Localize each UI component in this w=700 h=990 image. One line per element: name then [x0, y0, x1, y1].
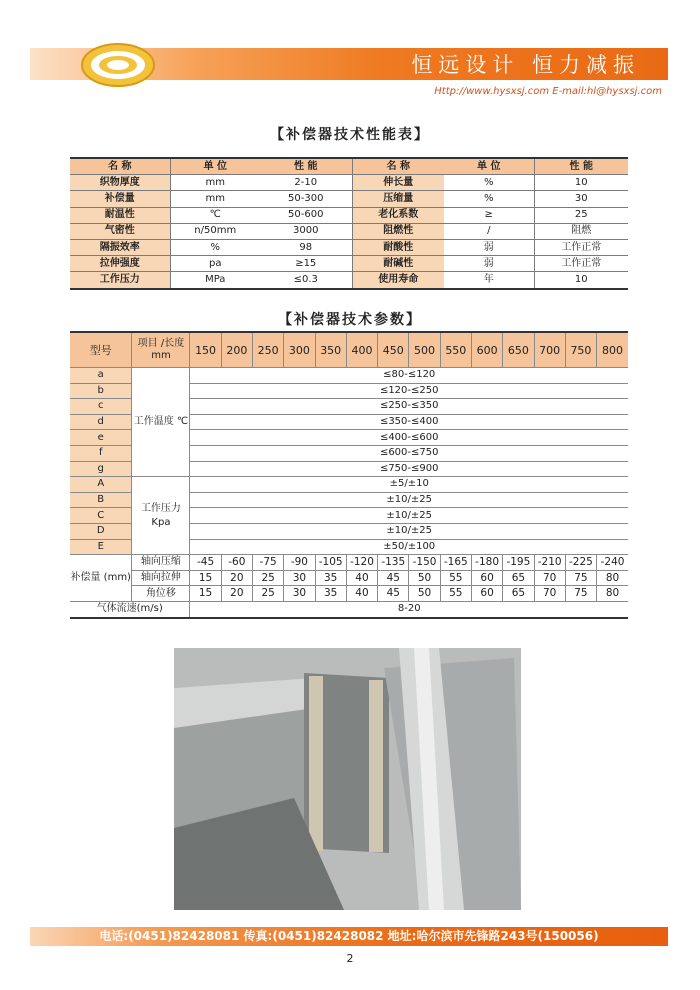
compensation-value: 65	[503, 586, 534, 602]
length-header: 600	[471, 332, 502, 368]
pressure-row	[70, 477, 628, 493]
model-cell: A	[70, 477, 132, 493]
compensation-value: 30	[284, 570, 315, 586]
length-header: 200	[221, 332, 252, 368]
perf-header-cell: 性 能	[534, 158, 628, 175]
perf-row	[70, 256, 628, 272]
compensation-value: 55	[440, 570, 471, 586]
length-header: 300	[284, 332, 315, 368]
compensation-value: -135	[378, 555, 409, 571]
perf-value-cell: ≥15	[260, 256, 352, 272]
length-header: 350	[315, 332, 346, 368]
perf-value-cell: %	[170, 239, 260, 255]
compensation-value: -105	[315, 555, 346, 571]
perf-value-cell: 阻燃	[534, 223, 628, 239]
perf-label-cell: 耐温性	[70, 207, 170, 223]
compensation-value: 20	[221, 570, 252, 586]
temp-value: ≤750-≤900	[190, 461, 628, 477]
compensation-row	[70, 555, 628, 571]
compensation-value: 45	[378, 586, 409, 602]
length-header: 650	[503, 332, 534, 368]
compensation-row	[70, 586, 628, 602]
flow-value: 8-20	[190, 601, 628, 617]
perf-value-cell: 工作正常	[534, 239, 628, 255]
length-header: 150	[190, 332, 221, 368]
length-header: 500	[409, 332, 440, 368]
perf-value-cell: 10	[534, 175, 628, 191]
compensation-value: 50	[409, 586, 440, 602]
param-table	[70, 331, 628, 619]
compensation-value: -60	[221, 555, 252, 571]
model-cell: f	[70, 445, 132, 461]
perf-header-row	[70, 158, 628, 175]
compensation-row	[70, 570, 628, 586]
perf-value-cell: ≤0.3	[260, 272, 352, 289]
param-table-title: 【补偿器技术参数】	[278, 312, 422, 328]
perf-header-cell: 单 位	[444, 158, 534, 175]
temp-value: ≤350-≤400	[190, 414, 628, 430]
header-contact: Http://www.hysxsj.com E-mail:hl@hysxsj.com	[434, 86, 662, 97]
perf-label-cell: 阻燃性	[352, 223, 444, 239]
model-cell: e	[70, 430, 132, 446]
compensation-value: -45	[190, 555, 221, 571]
perf-value-cell: 30	[534, 191, 628, 207]
compensation-value: 35	[315, 570, 346, 586]
perf-header-cell: 名 称	[70, 158, 170, 175]
pressure-value: ±10/±25	[190, 508, 628, 524]
flow-label: 气体流速(m/s)	[70, 601, 190, 617]
compensation-value: 60	[471, 570, 502, 586]
temp-label: 工作温度 ℃	[132, 368, 190, 477]
perf-value-cell: 25	[534, 207, 628, 223]
perf-label-cell: 使用寿命	[352, 272, 444, 289]
length-header: 800	[597, 332, 628, 368]
compensation-value: 50	[409, 570, 440, 586]
perf-row	[70, 207, 628, 223]
pressure-value: ±5/±10	[190, 477, 628, 493]
length-header: 550	[440, 332, 471, 368]
perf-value-cell: 弱	[444, 239, 534, 255]
perf-row	[70, 175, 628, 191]
compensation-value: 65	[503, 570, 534, 586]
compensation-value: -210	[534, 555, 565, 571]
compensation-type: 角位移	[132, 586, 190, 602]
compensation-value: 25	[252, 586, 283, 602]
compensation-value: 75	[565, 586, 596, 602]
compensation-value: -150	[409, 555, 440, 571]
perf-label-cell: 伸长量	[352, 175, 444, 191]
model-cell: C	[70, 508, 132, 524]
compensation-value: 45	[378, 570, 409, 586]
length-header: 700	[534, 332, 565, 368]
compensation-value: -90	[284, 555, 315, 571]
compensation-value: 40	[346, 586, 377, 602]
compensation-value: 15	[190, 570, 221, 586]
perf-value-cell: ≥	[444, 207, 534, 223]
perf-label-cell: 老化系数	[352, 207, 444, 223]
footer-bar: 电话:(0451)82428081 传真:(0451)82428082 地址:哈尔滨市先锋路243号(150056)	[30, 927, 668, 946]
compensation-value: -165	[440, 555, 471, 571]
perf-value-cell: 3000	[260, 223, 352, 239]
perf-label-cell: 补偿量	[70, 191, 170, 207]
perf-table	[70, 157, 628, 290]
perf-value-cell: 2-10	[260, 175, 352, 191]
model-header: 型号	[70, 332, 132, 368]
perf-row	[70, 239, 628, 255]
perf-value-cell: 98	[260, 239, 352, 255]
compensation-value: 70	[534, 570, 565, 586]
length-header: 450	[378, 332, 409, 368]
temp-value: ≤400-≤600	[190, 430, 628, 446]
compensation-value: 80	[597, 586, 628, 602]
model-cell: D	[70, 523, 132, 539]
temp-value: ≤80-≤120	[190, 368, 628, 384]
temp-value: ≤120-≤250	[190, 383, 628, 399]
model-cell: a	[70, 368, 132, 384]
perf-label-cell: 拉伸强度	[70, 256, 170, 272]
length-header: 750	[565, 332, 596, 368]
perf-header-cell: 名 称	[352, 158, 444, 175]
compensation-value: 60	[471, 586, 502, 602]
temp-row	[70, 368, 628, 384]
perf-table-title: 【补偿器技术性能表】	[270, 127, 430, 143]
page-number: 2	[346, 952, 354, 965]
perf-value-cell: 弱	[444, 256, 534, 272]
compensation-value: 30	[284, 586, 315, 602]
pressure-value: ±10/±25	[190, 523, 628, 539]
compensation-value: 75	[565, 570, 596, 586]
pressure-label: 工作压力 Kpa	[132, 477, 190, 555]
perf-value-cell: %	[444, 191, 534, 207]
perf-value-cell: n/50mm	[170, 223, 260, 239]
flow-row	[70, 601, 628, 617]
perf-value-cell: 10	[534, 272, 628, 289]
perf-value-cell: /	[444, 223, 534, 239]
perf-label-cell: 耐碱性	[352, 256, 444, 272]
compensation-value: 15	[190, 586, 221, 602]
perf-row	[70, 272, 628, 289]
model-cell: E	[70, 539, 132, 555]
perf-header-cell: 性 能	[260, 158, 352, 175]
product-photo	[174, 648, 521, 910]
compensation-label: 补偿量 (mm)	[70, 555, 132, 602]
compensation-value: 55	[440, 586, 471, 602]
compensation-value: 35	[315, 586, 346, 602]
perf-value-cell: mm	[170, 191, 260, 207]
perf-value-cell: MPa	[170, 272, 260, 289]
perf-value-cell: pa	[170, 256, 260, 272]
compensation-value: 25	[252, 570, 283, 586]
compensation-value: -240	[597, 555, 628, 571]
perf-header-cell: 单 位	[170, 158, 260, 175]
compensation-type: 轴向压缩	[132, 555, 190, 571]
item-header: 项目 /长度mm	[132, 332, 190, 368]
perf-label-cell: 隔振效率	[70, 239, 170, 255]
model-cell: b	[70, 383, 132, 399]
perf-value-cell: 年	[483, 273, 494, 285]
perf-label-cell: 压缩量	[352, 191, 444, 207]
model-cell: c	[70, 399, 132, 415]
perf-row	[70, 191, 628, 207]
perf-value-cell: mm	[170, 175, 260, 191]
perf-value-cell: 50-300	[260, 191, 352, 207]
company-logo	[80, 42, 156, 88]
compensation-type: 轴向拉伸	[132, 570, 190, 586]
param-header-row	[70, 332, 628, 368]
compensation-value: -195	[503, 555, 534, 571]
compensation-value: 70	[534, 586, 565, 602]
compensation-value: 20	[221, 586, 252, 602]
model-cell: g	[70, 461, 132, 477]
perf-row	[70, 223, 628, 239]
compensation-value: -225	[565, 555, 596, 571]
pressure-value: ±50/±100	[190, 539, 628, 555]
compensation-value: -120	[346, 555, 377, 571]
compensation-value: -75	[252, 555, 283, 571]
compensation-value: -180	[471, 555, 502, 571]
model-cell: d	[70, 414, 132, 430]
perf-value-cell: 50-600	[260, 207, 352, 223]
perf-label-cell: 耐酸性	[352, 239, 444, 255]
perf-label-cell: 工作压力	[70, 272, 170, 289]
header-slogan: 恒远设计 恒力减振	[411, 53, 640, 77]
pressure-value: ±10/±25	[190, 492, 628, 508]
perf-value-cell: 工作正常	[534, 256, 628, 272]
model-cell: B	[70, 492, 132, 508]
length-header: 250	[252, 332, 283, 368]
compensation-value: 40	[346, 570, 377, 586]
temp-value: ≤250-≤350	[190, 399, 628, 415]
perf-value-cell: ℃	[170, 207, 260, 223]
perf-label-cell: 气密性	[70, 223, 170, 239]
length-header: 400	[346, 332, 377, 368]
compensation-value: 80	[597, 570, 628, 586]
temp-value: ≤600-≤750	[190, 445, 628, 461]
perf-value-cell: %	[444, 175, 534, 191]
perf-label-cell: 织物厚度	[70, 175, 170, 191]
